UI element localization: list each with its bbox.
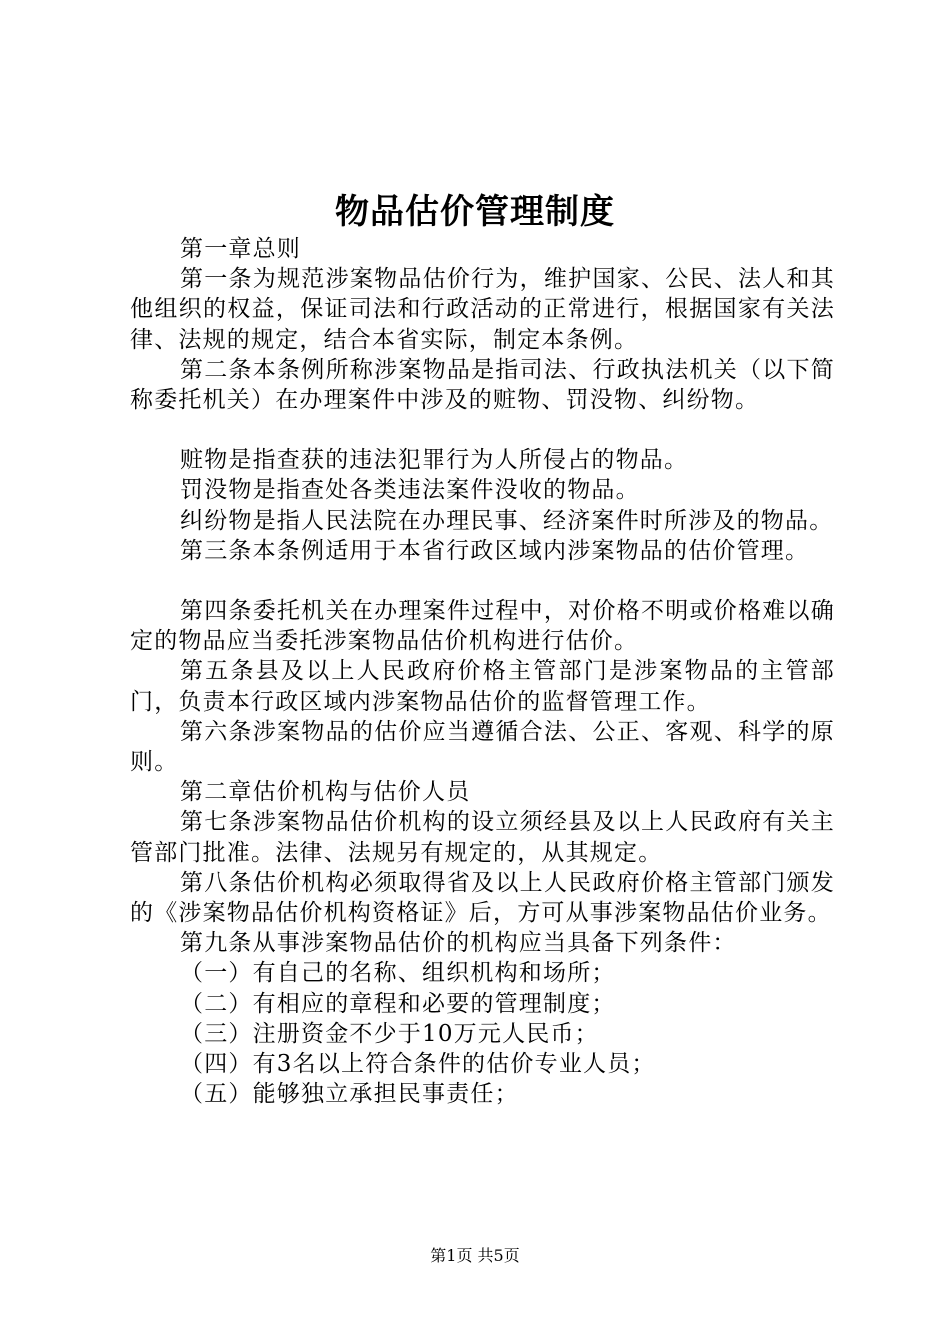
paragraph: 第六条涉案物品的估价应当遵循合法、公正、客观、科学的原则。 [130,718,835,776]
paragraph: 第四条委托机关在办理案件过程中，对价格不明或价格难以确定的物品应当委托涉案物品估价机构进行估价。 [130,598,835,655]
paragraph: 第七条涉案物品估价机构的设立须经县及以上人民政府有关主管部门批准。法律、法规另有规定的，从其规定。 [130,809,835,866]
spacer [130,566,835,596]
chapter-heading: 第一章总则 [180,236,301,262]
paragraph: 纠纷物是指人民法院在办理民事、经济案件时所涉及的物品。 [180,507,834,534]
list-item: （五）能够独立承担民事责任； [180,1081,519,1108]
paragraph: 第三条本条例适用于本省行政区域内涉案物品的估价管理。 [180,537,810,564]
chapter-heading: 第二章估价机构与估价人员 [180,779,471,806]
paragraph: 第八条估价机构必须取得省及以上人民政府价格主管部门颁发的《涉案物品估价机构资格证》后，方可从事涉案物品估价业务。 [130,869,835,927]
paragraph: 第五条县及以上人民政府价格主管部门是涉案物品的主管部门，负责本行政区域内涉案物品估价的监督管理工作。 [130,658,835,715]
list-item: （三）注册资金不少于10万元人民币； [180,1020,599,1047]
paragraph: 第二条本条例所称涉案物品是指司法、行政执法机关（以下简称委托机关）在办理案件中涉及的赃物、罚没物、纠纷物。 [130,356,835,414]
paragraph: 赃物是指查获的违法犯罪行为人所侵占的物品。 [180,447,689,474]
spacer [130,415,835,445]
paragraph: 第一条为规范涉案物品估价行为，维护国家、公民、法人和其他组织的权益，保证司法和行政活动的正常进行，根据国家有关法律、法规的规定，结合本省实际，制定本条例。 [130,266,835,353]
paragraph: 第九条从事涉案物品估价的机构应当具备下列条件： [180,930,737,957]
list-item: （四）有3名以上符合条件的估价专业人员； [180,1051,656,1078]
list-item: （二）有相应的章程和必要的管理制度； [180,990,616,1017]
document-body [130,234,835,1109]
paragraph: 罚没物是指查处各类违法案件没收的物品。 [180,477,640,504]
page-footer: 第1页 共5页 [430,1246,520,1265]
document-title: 物品估价管理制度 [335,192,615,232]
list-item: （一）有自己的名称、组织机构和场所； [180,960,616,987]
